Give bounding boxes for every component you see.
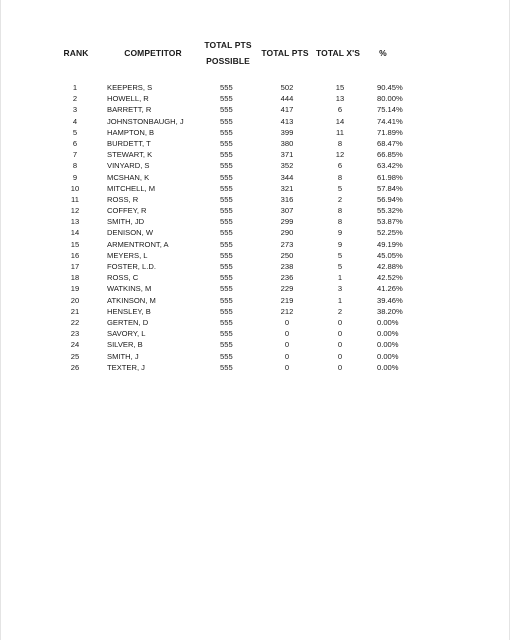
- cell-total-pts-possible: 555: [220, 340, 233, 350]
- cell-total-pts-possible: 555: [220, 295, 233, 305]
- cell-total-pts-possible: 555: [220, 284, 233, 294]
- cell-percent: 68.47%: [377, 138, 403, 148]
- cell-percent: 49.19%: [377, 239, 403, 249]
- cell-total-pts: 219: [280, 295, 294, 305]
- cell-percent: 0.00%: [377, 362, 399, 372]
- cell-total-pts: 0: [284, 317, 290, 327]
- cell-total-x: 0: [337, 329, 343, 339]
- cell-total-pts-possible: 555: [220, 116, 233, 126]
- cell-rank: 2: [72, 94, 78, 104]
- cell-total-x: 2: [337, 306, 343, 316]
- table-row: [1, 306, 510, 317]
- cell-competitor: DENISON, W: [107, 228, 153, 238]
- cell-total-x: 8: [337, 172, 343, 182]
- cell-total-x: 15: [335, 83, 345, 92]
- cell-total-x: 13: [335, 94, 345, 104]
- cell-total-pts-possible: 555: [220, 161, 233, 171]
- cell-percent: 57.84%: [377, 183, 403, 193]
- cell-competitor: ARMENTRONT, A: [107, 239, 169, 249]
- cell-total-x: 6: [337, 105, 343, 115]
- cell-total-pts: 371: [280, 150, 294, 160]
- table-row: [1, 116, 510, 127]
- cell-rank: 6: [72, 138, 78, 148]
- table-row: [1, 339, 510, 350]
- cell-total-x: 8: [337, 206, 343, 216]
- cell-competitor: ROSS, C: [107, 273, 139, 283]
- cell-total-pts-possible: 555: [220, 262, 233, 271]
- cell-rank: 3: [72, 105, 78, 115]
- cell-total-x: 8: [337, 217, 343, 227]
- cell-total-x: 5: [337, 183, 343, 193]
- header-rank: RANK: [63, 48, 89, 58]
- cell-percent: 39.46%: [377, 295, 403, 305]
- cell-competitor: ATKINSON, M: [107, 295, 156, 305]
- cell-total-pts: 290: [280, 228, 294, 238]
- cell-total-x: 9: [337, 228, 343, 238]
- cell-competitor: MITCHELL, M: [107, 183, 156, 193]
- cell-total-pts: 307: [280, 206, 294, 216]
- cell-rank: 7: [72, 150, 78, 160]
- table-row: [1, 149, 510, 160]
- cell-competitor: MEYERS, L: [107, 250, 148, 260]
- table-row: [1, 328, 510, 339]
- cell-total-pts-possible: 555: [220, 206, 233, 216]
- cell-total-pts: 380: [280, 138, 294, 148]
- table-row: [1, 351, 510, 362]
- cell-competitor: HAMPTON, B: [107, 127, 155, 137]
- table-row: [1, 127, 510, 138]
- cell-total-pts-possible: 555: [220, 183, 233, 193]
- cell-competitor: SILVER, B: [107, 340, 143, 350]
- cell-percent: 66.85%: [377, 150, 403, 160]
- header-total-pts-possible-line2: POSSIBLE: [206, 56, 250, 66]
- table-row: [1, 227, 510, 238]
- cell-total-pts: 413: [280, 116, 294, 126]
- cell-total-x: 0: [337, 362, 343, 372]
- cell-percent: 52.25%: [377, 228, 403, 238]
- cell-rank: 15: [70, 239, 80, 249]
- cell-rank: 11: [71, 194, 79, 204]
- table-row: [1, 283, 510, 294]
- cell-total-pts-possible: 555: [220, 138, 233, 148]
- cell-competitor: TEXTER, J: [107, 362, 145, 372]
- cell-competitor: SAVORY, L: [107, 329, 146, 339]
- cell-rank: 23: [70, 329, 80, 339]
- cell-total-pts-possible: 555: [220, 317, 233, 327]
- cell-total-pts-possible: 555: [220, 194, 233, 204]
- table-row: [1, 205, 510, 216]
- cell-total-pts-possible: 555: [220, 94, 233, 104]
- table-row: [1, 261, 510, 272]
- cell-rank: 1: [72, 83, 78, 92]
- cell-total-pts: 236: [280, 273, 294, 283]
- cell-total-pts: 352: [280, 161, 294, 171]
- cell-rank: 22: [70, 317, 80, 327]
- cell-percent: 0.00%: [377, 317, 399, 327]
- cell-total-pts: 229: [280, 284, 294, 294]
- cell-total-x: 6: [337, 161, 343, 171]
- cell-percent: 45.05%: [377, 250, 403, 260]
- cell-total-pts: 344: [280, 172, 294, 182]
- header-percent: %: [379, 48, 387, 58]
- cell-total-x: 14: [335, 116, 345, 126]
- header-total-pts: TOTAL PTS: [261, 48, 309, 58]
- table-row: [1, 272, 510, 283]
- cell-percent: 0.00%: [377, 340, 399, 350]
- cell-percent: 0.00%: [377, 351, 399, 361]
- header-competitor: COMPETITOR: [124, 48, 182, 58]
- cell-percent: 53.87%: [377, 217, 403, 227]
- cell-total-pts: 238: [280, 262, 294, 271]
- cell-total-pts-possible: 555: [220, 273, 233, 283]
- cell-rank: 18: [70, 273, 80, 283]
- cell-total-pts: 0: [284, 329, 290, 339]
- cell-total-pts: 444: [280, 94, 294, 104]
- cell-percent: 80.00%: [377, 94, 403, 104]
- cell-total-pts-possible: 555: [220, 362, 233, 372]
- cell-competitor: HENSLEY, B: [107, 306, 151, 316]
- cell-total-x: 5: [337, 250, 343, 260]
- cell-total-x: 8: [337, 138, 343, 148]
- cell-rank: 16: [70, 250, 80, 260]
- cell-competitor: VINYARD, S: [107, 161, 150, 171]
- cell-competitor: GERTEN, D: [107, 317, 149, 327]
- cell-rank: 4: [72, 116, 78, 126]
- cell-rank: 19: [70, 284, 80, 294]
- cell-rank: 26: [70, 362, 80, 372]
- cell-total-x: 12: [335, 150, 345, 160]
- cell-rank: 14: [70, 228, 80, 238]
- cell-competitor: FOSTER, L.D.: [107, 262, 156, 271]
- table-header: [1, 40, 510, 72]
- cell-total-pts-possible: 555: [220, 150, 233, 160]
- cell-percent: 42.88%: [377, 262, 403, 271]
- cell-rank: 13: [70, 217, 80, 227]
- header-total-pts-possible: [199, 40, 257, 67]
- cell-total-pts-possible: 555: [220, 83, 233, 92]
- table-row: [1, 239, 510, 250]
- table-row: [1, 138, 510, 149]
- table-row: [1, 250, 510, 261]
- cell-total-x: 11: [336, 127, 344, 137]
- cell-total-pts-possible: 555: [220, 351, 233, 361]
- table-row: [1, 362, 510, 373]
- cell-total-pts-possible: 555: [220, 105, 233, 115]
- cell-rank: 20: [70, 295, 80, 305]
- cell-total-pts: 0: [284, 351, 290, 361]
- cell-total-x: 3: [337, 284, 343, 294]
- cell-total-pts-possible: 555: [220, 329, 233, 339]
- table-row: [1, 82, 510, 93]
- cell-total-pts: 0: [284, 340, 290, 350]
- cell-total-x: 0: [337, 351, 343, 361]
- cell-percent: 75.14%: [377, 105, 403, 115]
- cell-total-x: 5: [337, 262, 343, 271]
- table-row: [1, 160, 510, 171]
- cell-total-pts: 273: [280, 239, 294, 249]
- cell-competitor: JOHNSTONBAUGH, J: [107, 116, 184, 126]
- results-table-body: [1, 82, 510, 373]
- cell-total-pts-possible: 555: [220, 239, 233, 249]
- cell-rank: 25: [70, 351, 80, 361]
- table-row: [1, 93, 510, 104]
- cell-rank: 5: [72, 127, 78, 137]
- cell-total-pts: 316: [280, 194, 294, 204]
- cell-percent: 74.41%: [377, 116, 403, 126]
- cell-total-pts: 212: [280, 306, 294, 316]
- cell-total-x: 9: [337, 239, 343, 249]
- cell-total-pts-possible: 555: [220, 228, 233, 238]
- cell-competitor: STEWART, K: [107, 150, 153, 160]
- cell-percent: 41.26%: [377, 284, 403, 294]
- cell-competitor: SMITH, JD: [107, 217, 145, 227]
- cell-competitor: BARRETT, R: [107, 105, 152, 115]
- cell-rank: 17: [70, 262, 80, 271]
- table-row: [1, 104, 510, 115]
- cell-total-pts-possible: 555: [220, 250, 233, 260]
- table-row: [1, 183, 510, 194]
- cell-percent: 63.42%: [377, 161, 403, 171]
- cell-rank: 21: [70, 306, 80, 316]
- cell-total-pts-possible: 555: [220, 127, 233, 137]
- cell-total-pts: 502: [280, 83, 294, 92]
- cell-competitor: WATKINS, M: [107, 284, 152, 294]
- header-total-x: TOTAL X'S: [315, 48, 360, 58]
- cell-competitor: ROSS, R: [107, 194, 139, 204]
- table-row: [1, 172, 510, 183]
- table-row: [1, 194, 510, 205]
- cell-percent: 42.52%: [377, 273, 403, 283]
- cell-percent: 0.00%: [377, 329, 399, 339]
- table-row: [1, 295, 510, 306]
- cell-rank: 12: [70, 206, 80, 216]
- cell-total-x: 0: [337, 340, 343, 350]
- cell-total-pts: 250: [280, 250, 294, 260]
- header-total-pts-possible-line1: TOTAL PTS: [204, 40, 252, 50]
- cell-total-x: 1: [337, 295, 343, 305]
- cell-rank: 8: [72, 161, 78, 171]
- cell-competitor: SMITH, J: [107, 351, 139, 361]
- cell-rank: 10: [70, 183, 80, 193]
- cell-percent: 90.45%: [377, 83, 403, 92]
- table-row: [1, 216, 510, 227]
- table-row: [1, 317, 510, 328]
- cell-competitor: BURDETT, T: [107, 138, 151, 148]
- cell-total-x: 2: [337, 194, 343, 204]
- cell-total-pts: 0: [284, 362, 290, 372]
- cell-percent: 71.89%: [377, 127, 403, 137]
- cell-total-x: 0: [337, 317, 343, 327]
- cell-competitor: MCSHAN, K: [107, 172, 150, 182]
- cell-rank: 9: [72, 172, 78, 182]
- cell-total-pts-possible: 555: [220, 172, 233, 182]
- cell-percent: 38.20%: [377, 306, 403, 316]
- cell-competitor: HOWELL, R: [107, 94, 149, 104]
- cell-total-pts: 321: [280, 183, 294, 193]
- cell-rank: 24: [70, 340, 80, 350]
- cell-percent: 61.98%: [377, 172, 403, 182]
- cell-percent: 56.94%: [377, 194, 403, 204]
- cell-total-pts: 417: [280, 105, 294, 115]
- cell-competitor: KEEPERS, S: [107, 83, 153, 92]
- cell-total-x: 1: [337, 273, 343, 283]
- cell-competitor: COFFEY, R: [107, 206, 147, 216]
- cell-total-pts-possible: 555: [220, 217, 233, 227]
- cell-total-pts: 399: [280, 127, 294, 137]
- cell-percent: 55.32%: [377, 206, 403, 216]
- cell-total-pts-possible: 555: [220, 306, 233, 316]
- cell-total-pts: 299: [280, 217, 294, 227]
